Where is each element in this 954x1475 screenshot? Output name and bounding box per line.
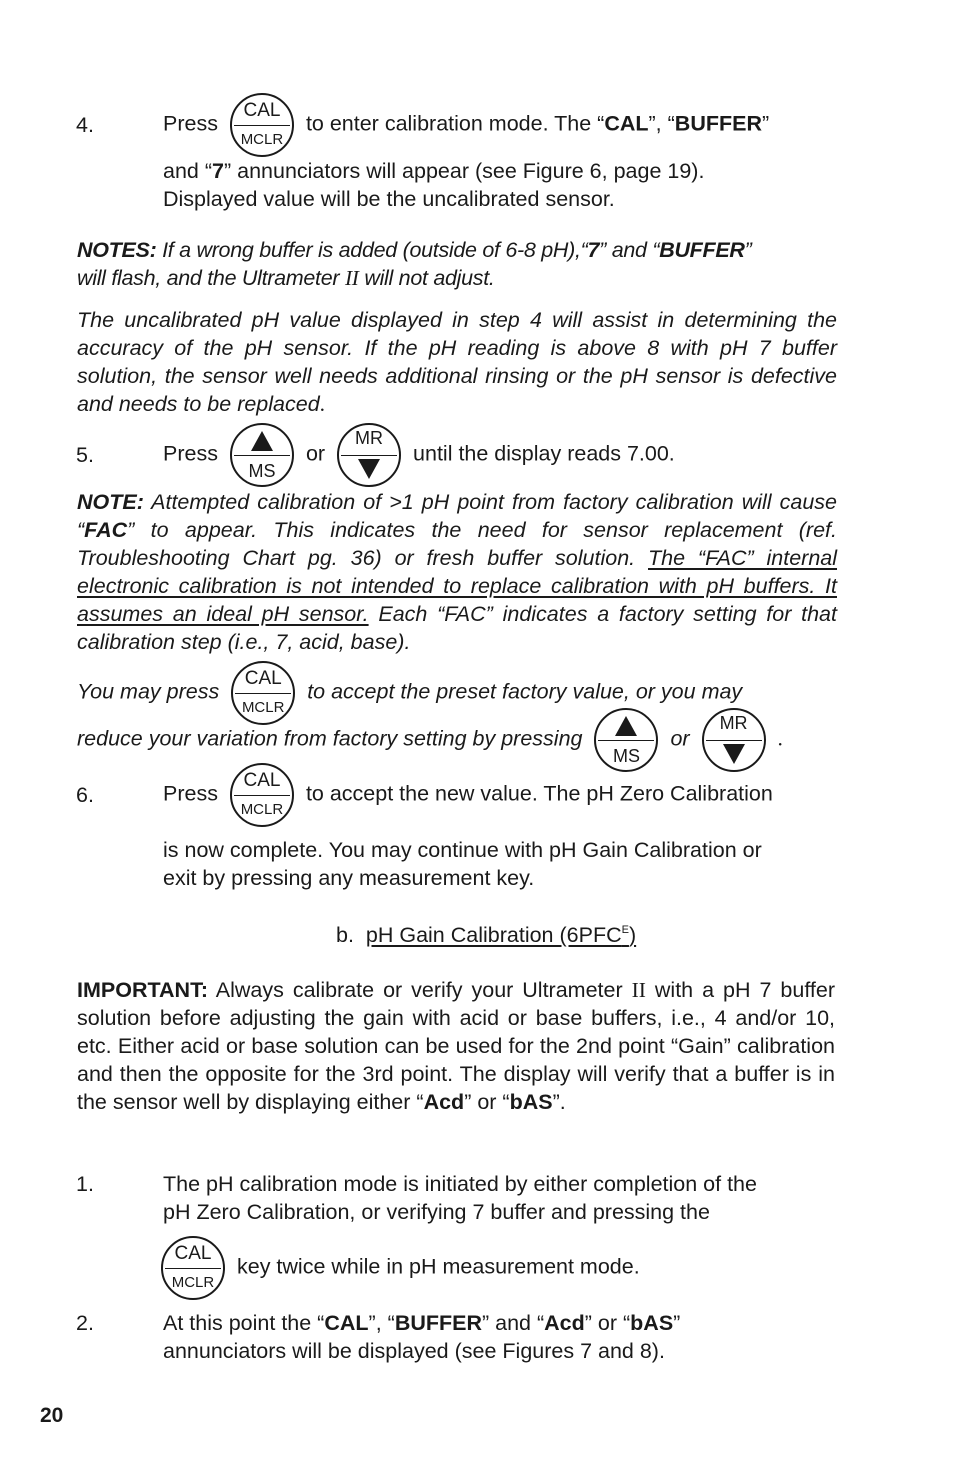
step-4-line-1: Press CAL MCLR to enter calibration mode. The “CAL”, “BUFFER” (163, 93, 769, 157)
mclr-label: MCLR (240, 131, 284, 148)
cal-mclr-key-icon: CAL MCLR (161, 1236, 225, 1300)
press-label: Press (163, 111, 218, 136)
up-ms-key-icon (230, 423, 294, 487)
ms-label: MS (248, 461, 276, 481)
step-4-line-2: and “7” annunciators will appear (see Figure 6, page 19). (163, 159, 705, 183)
step-4-number: 4. (76, 113, 94, 137)
step-6-line-2: is now complete. You may continue with pH Gain Calibration or (163, 838, 762, 862)
mr-down-key-icon (337, 423, 401, 487)
section-letter: b. (336, 923, 354, 947)
note-fac: NOTE: Attempted calibration of >1 pH point from factory calibration will cause “FAC” to appear. This indicates the need for sensor replacement (ref. Troubleshooting Chart pg. 36) or fresh buffer solution. The “FAC” internal electronic calibration is not intended to replace calibration with pH buffers. It assumes an ideal pH sensor. Each “FAC” indicates a factory setting for that calibration step (i.e., 7, acid, base). (77, 490, 838, 654)
notes-wrong-buffer: NOTES: If a wrong buffer is added (outside of 6-8 pH),“7” and “BUFFER” will flash, and the Ultrameter II will not adjust. (77, 238, 752, 290)
down-arrow-icon (723, 744, 745, 764)
step-1-line-1: The pH calibration mode is initiated by either completion of the (163, 1172, 757, 1196)
step-2-number: 2. (76, 1311, 94, 1335)
step-1-line-2: pH Zero Calibration, or verifying 7 buffer and pressing the (163, 1200, 710, 1224)
section-b-heading (336, 921, 636, 949)
step-6-number: 6. (76, 783, 94, 807)
mr-label: MR (355, 428, 384, 448)
step-2-line-1: At this point the “CAL”, “BUFFER” and “Acd” or “bAS” (163, 1311, 681, 1335)
uncalibrated-ph-note: The uncalibrated pH value displayed in step 4 will assist in determining the accuracy of the pH sensor. If the pH reading is above 8 with pH 7 buffer solution, the sensor well needs additional rinsing or the pH sensor is defective and needs to be replaced. (77, 308, 837, 416)
up-arrow-icon (615, 716, 637, 736)
important-paragraph: IMPORTANT: Always calibrate or verify your Ultrameter II with a pH 7 buffer solution before adjusting the gain with acid or base buffers, i.e., 4 and/or 10, etc. Either acid or base solution can be used for the 2nd point “Gain” calibration and then the opposite for the 3rd point. The display will verify that a buffer is in the sensor well by displaying either “Acd” or “bAS”. (77, 978, 836, 1114)
cal-mclr-key-icon (230, 93, 294, 157)
step-5-number: 5. (76, 443, 94, 467)
section-title: pH Gain Calibration $(6PFC^E)$ (365, 923, 637, 947)
may-press-line-1: You may press CAL MCLR to accept the preset factory value, or you may (77, 661, 742, 725)
step-4-line-3: Displayed value will be the uncalibrated sensor. (163, 187, 615, 211)
step-1-line-3: CAL MCLR key twice while in pH measurement mode. (161, 1236, 640, 1300)
step-5-line: Press MS or MR until the display reads 7.00. (163, 423, 675, 487)
fac-underlined-text: The “FAC” internal electronic calibration is not intended to replace calibration with pH buffers. It assumes an ideal pH sensor. (77, 546, 838, 626)
page-number: 20 (40, 1404, 64, 1427)
mr-down-key-icon: MR (702, 708, 766, 772)
cal-mclr-key-icon: CAL MCLR (230, 763, 294, 827)
step-6-line-3: exit by pressing any measurement key. (163, 866, 535, 890)
may-press-line-2: reduce your variation from factory setting by pressing MS or MR . (77, 708, 783, 772)
cal-label: CAL (243, 100, 281, 121)
down-arrow-icon (358, 459, 380, 479)
up-ms-key-icon: MS (594, 708, 658, 772)
up-arrow-icon (251, 431, 273, 451)
cal-mclr-key-icon: CAL MCLR (231, 661, 295, 725)
step-2-line-2: annunciators will be displayed (see Figures 7 and 8). (163, 1339, 665, 1363)
step-6-line-1: Press CAL MCLR to accept the new value. The pH Zero Calibration (163, 763, 773, 827)
step-1-number: 1. (76, 1172, 94, 1196)
